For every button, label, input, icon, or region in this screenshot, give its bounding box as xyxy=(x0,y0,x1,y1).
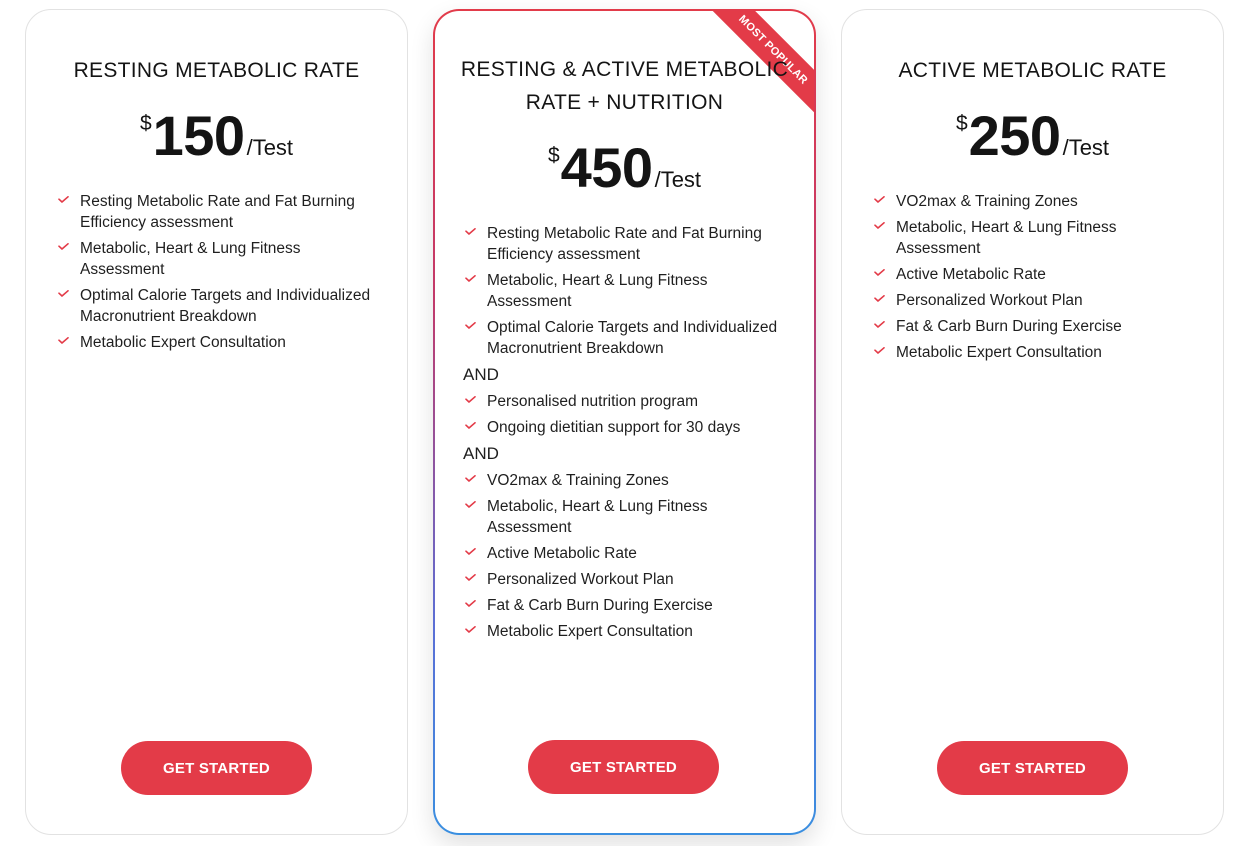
feature-list xyxy=(872,191,1199,368)
check-icon xyxy=(58,243,69,250)
check-icon xyxy=(465,275,476,282)
feature-list xyxy=(56,191,383,358)
feature-item xyxy=(463,569,790,590)
feature-text: Active Metabolic Rate xyxy=(896,266,1046,283)
feature-text: Optimal Calorie Targets and Individualized Macronutrient Breakdown xyxy=(487,319,778,357)
check-icon xyxy=(874,269,885,276)
check-icon xyxy=(465,501,476,508)
plan-title-line-2: RATE + NUTRITION xyxy=(525,91,724,114)
check-icon xyxy=(874,222,885,229)
check-icon xyxy=(465,228,476,235)
check-icon xyxy=(58,196,69,203)
feature-item xyxy=(463,391,790,412)
check-icon xyxy=(874,295,885,302)
price-period: /Test xyxy=(1062,135,1110,160)
price-amount: 250 xyxy=(968,104,1061,167)
feature-item xyxy=(872,316,1199,337)
feature-text: Personalized Workout Plan xyxy=(487,571,674,588)
plan-title: ACTIVE METABOLIC RATE xyxy=(898,59,1167,82)
feature-text: VO2max & Training Zones xyxy=(896,193,1078,210)
check-icon xyxy=(465,548,476,555)
feature-item xyxy=(872,217,1199,259)
check-icon xyxy=(874,347,885,354)
check-icon xyxy=(465,574,476,581)
feature-text: Optimal Calorie Targets and Individualized Macronutrient Breakdown xyxy=(80,287,371,325)
feature-item xyxy=(463,496,790,538)
check-icon xyxy=(874,321,885,328)
check-icon xyxy=(465,322,476,329)
feature-item xyxy=(463,543,790,564)
pricing-card-active xyxy=(841,9,1224,835)
price-amount: 450 xyxy=(560,136,653,199)
feature-text: Metabolic, Heart & Lung Fitness Assessment xyxy=(896,219,1117,257)
feature-item xyxy=(872,191,1199,212)
plan-price xyxy=(842,104,1223,167)
check-icon xyxy=(465,600,476,607)
check-icon xyxy=(465,396,476,403)
price-currency: $ xyxy=(547,144,560,167)
check-icon xyxy=(58,337,69,344)
check-icon xyxy=(465,422,476,429)
feature-text: Resting Metabolic Rate and Fat Burning Efficiency assessment xyxy=(80,193,355,231)
price-currency: $ xyxy=(139,112,152,135)
check-icon xyxy=(58,290,69,297)
feature-text: Personalized Workout Plan xyxy=(896,292,1083,309)
feature-text: Metabolic Expert Consultation xyxy=(80,334,286,351)
and-separator: AND xyxy=(463,444,499,463)
feature-text: Metabolic, Heart & Lung Fitness Assessment xyxy=(487,498,708,536)
feature-text: Metabolic Expert Consultation xyxy=(896,344,1102,361)
feature-item xyxy=(463,595,790,616)
card-body xyxy=(435,11,814,833)
price-period: /Test xyxy=(246,135,294,160)
plan-title: RESTING METABOLIC RATE xyxy=(73,59,360,82)
most-popular-badge: MOST POPULAR xyxy=(702,11,814,121)
feature-item xyxy=(872,290,1199,311)
feature-text: Metabolic, Heart & Lung Fitness Assessment xyxy=(80,240,301,278)
feature-item xyxy=(56,332,383,353)
feature-text: Ongoing dietitian support for 30 days xyxy=(487,419,741,436)
feature-item xyxy=(872,342,1199,363)
check-icon xyxy=(465,475,476,482)
feature-item xyxy=(463,270,790,312)
price-period: /Test xyxy=(654,167,702,192)
feature-text: VO2max & Training Zones xyxy=(487,472,669,489)
feature-item xyxy=(56,285,383,327)
check-icon xyxy=(465,626,476,633)
and-separator: AND xyxy=(463,365,499,384)
feature-text: Active Metabolic Rate xyxy=(487,545,637,562)
plan-price xyxy=(435,136,814,199)
pricing-card-featured xyxy=(433,9,816,835)
price-currency: $ xyxy=(955,112,968,135)
feature-text: Personalised nutrition program xyxy=(487,393,699,410)
feature-item xyxy=(463,621,790,642)
price-amount: 150 xyxy=(152,104,245,167)
pricing-card-resting xyxy=(25,9,408,835)
feature-text: Metabolic, Heart & Lung Fitness Assessment xyxy=(487,272,708,310)
get-started-button[interactable]: GET STARTED xyxy=(528,740,719,794)
feature-text: Metabolic Expert Consultation xyxy=(487,623,693,640)
feature-text: Fat & Carb Burn During Exercise xyxy=(487,597,713,614)
feature-text: Resting Metabolic Rate and Fat Burning Efficiency assessment xyxy=(487,225,762,263)
feature-item xyxy=(463,317,790,359)
feature-item xyxy=(463,417,790,438)
feature-item xyxy=(56,238,383,280)
feature-item xyxy=(463,470,790,491)
feature-text: Fat & Carb Burn During Exercise xyxy=(896,318,1122,335)
check-icon xyxy=(874,196,885,203)
feature-item xyxy=(872,264,1199,285)
feature-item xyxy=(56,191,383,233)
get-started-button[interactable]: GET STARTED xyxy=(121,741,312,795)
feature-list xyxy=(463,223,790,647)
plan-price xyxy=(26,104,407,167)
feature-item xyxy=(463,223,790,265)
plan-title xyxy=(435,53,814,119)
get-started-button[interactable]: GET STARTED xyxy=(937,741,1128,795)
plan-title-line-1: RESTING & ACTIVE METABOLIC xyxy=(460,58,789,81)
